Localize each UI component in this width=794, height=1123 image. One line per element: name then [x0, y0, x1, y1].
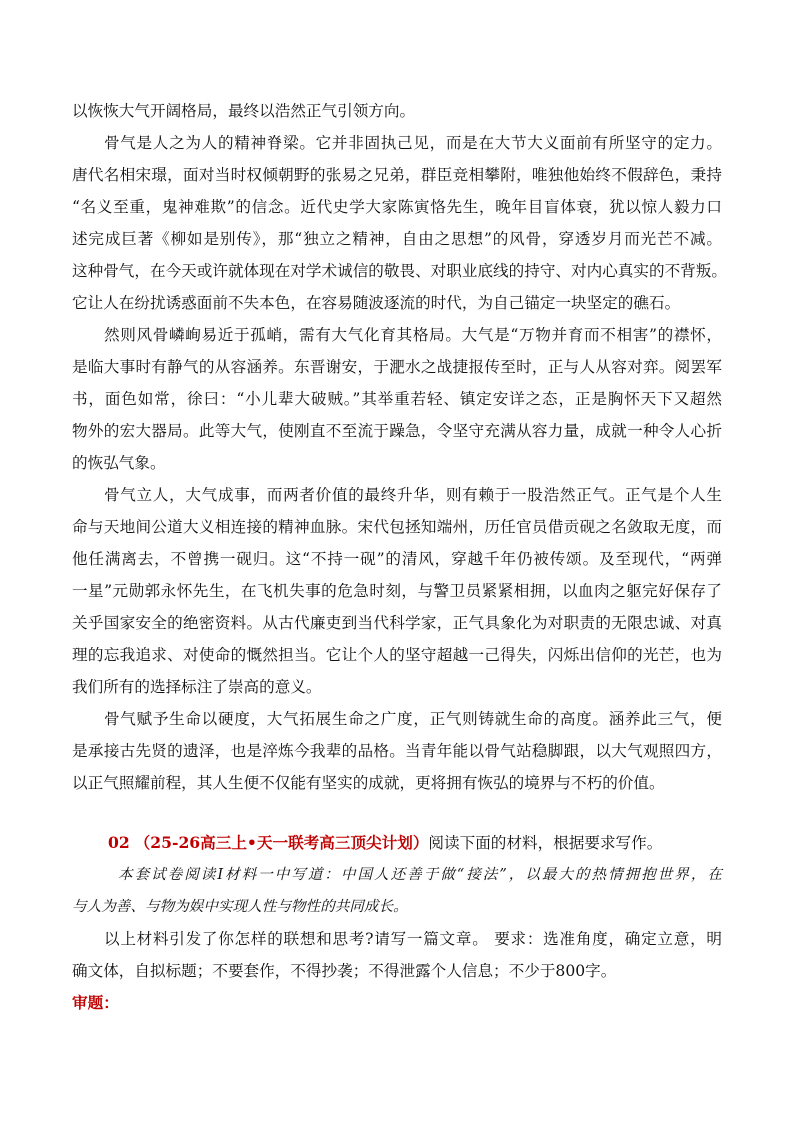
essay-line: 理的忘我追求、对使命的慨然担当。它让个人的坚守超越一己得失，闪烁出信仰的光芒，也为 — [72, 646, 722, 664]
essay-line: 骨气是人之为人的精神脊梁。它并非固执己见，而是在大节大义面前有所坚守的定力。 — [104, 134, 722, 152]
essay-line: 唐代名相宋璟，面对当时权倾朝野的张易之兄弟，群臣竞相攀附，唯独他始终不假辞色，秉持 — [72, 166, 722, 184]
requirement-line: 以上材料引发了你怎样的联想和思考?请写一篇文章。 要求：选准角度，确定立意，明 — [104, 930, 722, 948]
essay-line: 一星”元勋郭永怀先生，在飞机失事的危急时刻，与警卫员紧紧相拥，以血肉之躯完好保存了 — [72, 582, 722, 600]
essay-line: 骨气赋予生命以硬度，大气拓展生命之广度，正气则铸就生命的高度。涵养此三气，便 — [104, 710, 722, 728]
essay-line: 是承接古先贤的遗泽，也是淬炼今我辈的品格。当青年能以骨气站稳脚跟，以大气观照四方， — [72, 742, 722, 760]
essay-line: 关乎国家安全的绝密资料。从古代廉吏到当代科学家，正气具象化为对职责的无限忠诚、对真 — [72, 614, 722, 632]
question-header — [108, 833, 722, 853]
essay-line: 这种骨气，在今天或许就体现在对学术诚信的敬畏、对职业底线的持守、对内心真实的不背叛。 — [72, 262, 727, 280]
material-line: 本套试卷阅读Ⅰ材料一中写道：中国人还善于做“接法”，以最大的热情拥抱世界，在 — [118, 866, 722, 883]
essay-line: 以正气照耀前程，其人生便不仅能有坚实的成就，更将拥有恢弘的境界与不朽的价值。 — [72, 774, 665, 792]
essay-line: 物外的宏大器局。此等大气，使刚直不至流于躁急，令坚守充满从容力量，成就一种令人心折 — [72, 422, 722, 440]
essay-line: 我们所有的选择标注了崇高的意义。 — [72, 678, 322, 696]
requirement-line: 确文体，自拟标题；不要套作，不得抄袭；不得泄露个人信息；不少于800字。 — [72, 962, 617, 980]
essay-line: 书，面色如常，徐曰：“小儿辈大破贼。”其举重若轻、镇定安详之态，正是胸怀天下又超然 — [72, 390, 722, 408]
essay-line: 然则风骨嶙峋易近于孤峭，需有大气化育其格局。大气是“万物并育而不相害”的襟怀， — [104, 326, 722, 344]
essay-line: 他任满离去，不曾携一砚归。这“不持一砚”的清风，穿越千年仍被传颂。及至现代，“两弹 — [72, 550, 722, 568]
question-source: （25-26高三上•天一联考高三顶尖计划） — [134, 833, 429, 852]
essay-line: 的恢弘气象。 — [72, 454, 166, 472]
essay-line: 是临大事时有静气的从容涵养。东晋谢安，于淝水之战捷报传至时，正与人从容对弈。阅罢军 — [72, 358, 722, 376]
essay-line: 述完成巨著《柳如是别传》，那“独立之精神，自由之思想”的风骨，穿透岁月而光芒不减。 — [72, 230, 722, 248]
question-instruction: 阅读下面的材料，根据要求写作。 — [428, 834, 663, 852]
review-heading: 审题： — [72, 993, 119, 1012]
material-line: 与人为善、与物为娱中实现人性与物性的共同成长。 — [72, 898, 408, 915]
essay-line: “名义至重，鬼神难欺”的信念。近代史学大家陈寅恪先生，晚年目盲体衰，犹以惊人毅力口 — [72, 198, 722, 216]
essay-line: 它让人在纷扰诱惑面前不失本色，在容易随波逐流的时代，为自己锚定一块坚定的礁石。 — [72, 294, 681, 312]
question-number: 02 — [108, 833, 130, 852]
essay-line: 以恢恢大气开阔格局，最终以浩然正气引领方向。 — [72, 102, 416, 120]
essay-line: 骨气立人，大气成事，而两者价值的最终升华，则有赖于一股浩然正气。正气是个人生 — [104, 486, 722, 504]
essay-line: 命与天地间公道大义相连接的精神血脉。宋代包拯知端州，历任官员借贡砚之名敛取无度，而 — [72, 518, 722, 536]
